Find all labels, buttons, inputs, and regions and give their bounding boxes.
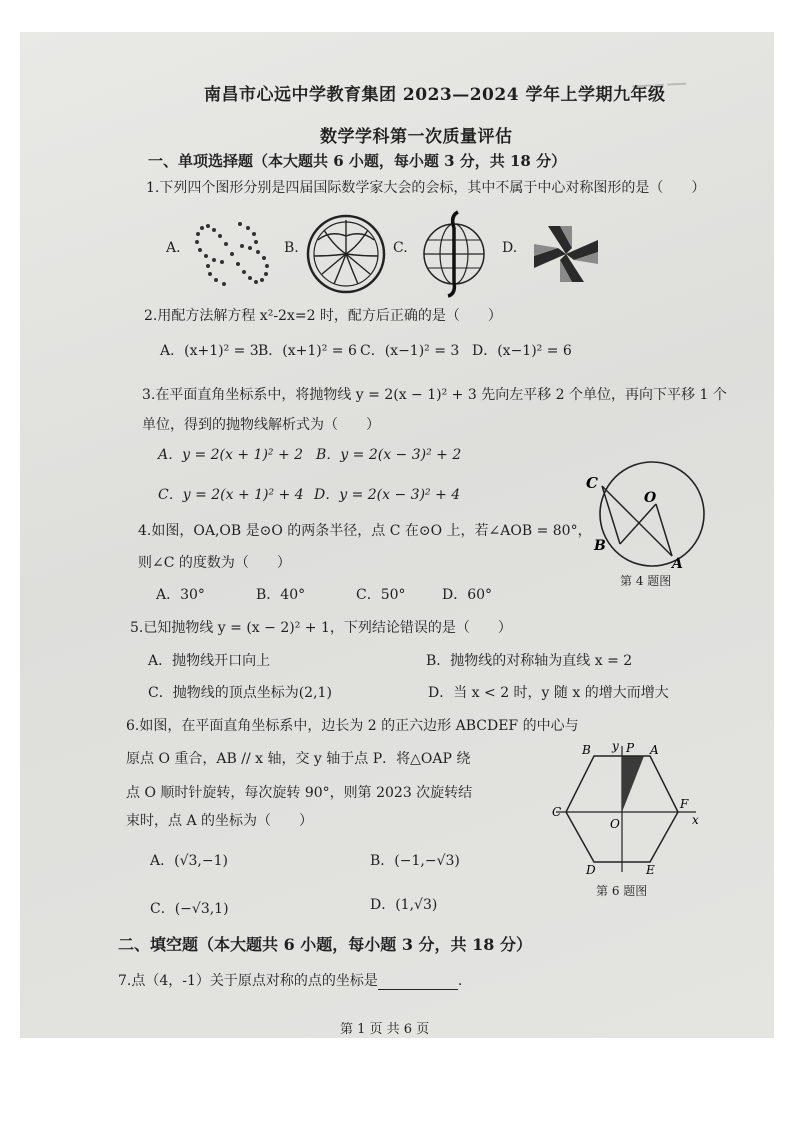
q6-stem-line3: 点 O 顺时针旋转，每次旋转 90°，则第 2023 次旋转结 (126, 785, 473, 801)
q5-option-a: A．抛物线开口向上 (148, 653, 271, 669)
q6-stem-line1: 6.如图，在平面直角坐标系中，边长为 2 的正六边形 ABCDEF 的中心与 (126, 718, 579, 734)
q4-stem-line2: 则∠C 的度数为（ ） (138, 555, 291, 571)
q7-period: . (457, 973, 463, 989)
q6-option-b: B．(−1,−√3) (370, 853, 460, 869)
q5-option-b: B．抛物线的对称轴为直线 x = 2 (426, 653, 633, 669)
q1-figure-a-dotted-spiral (186, 214, 278, 294)
q2-option-a: A．(x+1)² = 3 (160, 343, 259, 359)
q1-figure-c-globe-with-f (414, 208, 494, 300)
q6-figure-hexagon (546, 738, 702, 874)
q1-label-b: B. (284, 240, 299, 256)
q6-option-a: A．(√3,−1) (150, 853, 228, 869)
q3-option-b: B．y = 2(x − 3)² + 2 (316, 447, 462, 463)
section-2-title: 二、填空题（本大题共 6 小题，每小题 3 分，共 18 分） (118, 935, 532, 954)
q6-label-c: C (552, 805, 562, 819)
q6-option-c: C．(−√3,1) (150, 901, 229, 917)
q4-label-a: A (672, 556, 683, 570)
q4-label-o: O (644, 490, 657, 506)
q6-stem-line2: 原点 O 重合，AB // x 轴，交 y 轴于点 P．将△OAP 绕 (126, 751, 471, 767)
q7-stem: 7.点（4，-1）关于原点对称的点的坐标是 (118, 973, 378, 989)
q6-label-b: B (582, 743, 591, 757)
q6-label-e: E (646, 863, 655, 874)
exam-title: 南昌市心远中学教育集团 2023—2024 学年上学期九年级 (204, 85, 666, 105)
q3-option-c: C．y = 2(x + 1)² + 4 (158, 487, 304, 503)
q1-label-a: A. (166, 240, 181, 256)
q4-stem-line1: 4.如图，OA,OB 是⊙O 的两条半径，点 C 在⊙O 上，若∠AOB = 80°， (138, 523, 592, 539)
q1-label-d: D. (502, 240, 518, 256)
q5-option-d: D．当 x < 2 时，y 随 x 的增大而增大 (428, 685, 669, 701)
q2-stem: 2.用配方法解方程 x²-2x=2 时，配方后正确的是（ ） (144, 308, 502, 324)
q3-option-d: D．y = 2(x − 3)² + 4 (314, 487, 461, 503)
q6-label-d: D (586, 863, 596, 874)
q6-label-p: P (626, 741, 635, 755)
q4-option-b: B．40° (256, 587, 306, 603)
q6-label-f: F (680, 797, 689, 811)
q6-label-a: A (650, 743, 659, 757)
section-1-title: 一、单项选择题（本大题共 6 小题，每小题 3 分，共 18 分） (148, 152, 567, 170)
q6-stem-line4: 束时，点 A 的坐标为（ ） (126, 813, 314, 829)
q7-answer-blank (378, 975, 458, 990)
page-footer: 第 1 页 共 6 页 (340, 1022, 430, 1037)
q5-option-c: C．抛物线的顶点坐标为(2,1) (148, 685, 332, 701)
q1-figure-d-pinwheel (526, 218, 606, 290)
q1-label-c: C. (393, 240, 408, 256)
q2-option-b: B．(x+1)² = 6 (258, 343, 357, 359)
q4-option-d: D．60° (442, 587, 493, 603)
q7-row (118, 970, 462, 990)
q6-caption: 第 6 题图 (596, 884, 648, 898)
exam-subtitle: 数学学科第一次质量评估 (320, 127, 513, 147)
q4-label-b: B (594, 538, 606, 554)
q2-option-c: C．(x−1)² = 3 (360, 343, 460, 359)
q5-stem: 5.已知抛物线 y = (x − 2)² + 1，下列结论错误的是（ ） (130, 620, 512, 636)
q4-label-c: C (586, 474, 598, 492)
q4-option-c: C．50° (356, 587, 406, 603)
q6-option-d: D．(1,√3) (370, 897, 438, 913)
q4-option-a: A．30° (156, 587, 205, 603)
q3-option-a: A．y = 2(x + 1)² + 2 (158, 447, 304, 463)
q4-caption: 第 4 题图 (620, 574, 672, 588)
q2-option-d: D．(x−1)² = 6 (472, 343, 572, 359)
q4-figure-circle (576, 452, 710, 570)
exam-photo (20, 32, 774, 1038)
q6-label-o: O (610, 817, 620, 831)
q6-label-y: y (612, 739, 619, 753)
q3-stem-line2: 单位，得到的抛物线解析式为（ ） (142, 417, 380, 433)
q1-stem: 1.下列四个图形分别是四届国际数学家大会的会标，其中不属于中心对称图形的是（ ） (146, 180, 706, 196)
q1-figure-b-circle-arcs (304, 212, 388, 296)
q6-label-x: x (692, 813, 699, 827)
q3-stem-line1: 3.在平面直角坐标系中，将抛物线 y = 2(x − 1)² + 3 先向左平移 2 个单位，再向下平移 1 个 (142, 387, 727, 403)
bleed-through-marks: ▁▁ ▁ ▁▁ (631, 70, 687, 88)
